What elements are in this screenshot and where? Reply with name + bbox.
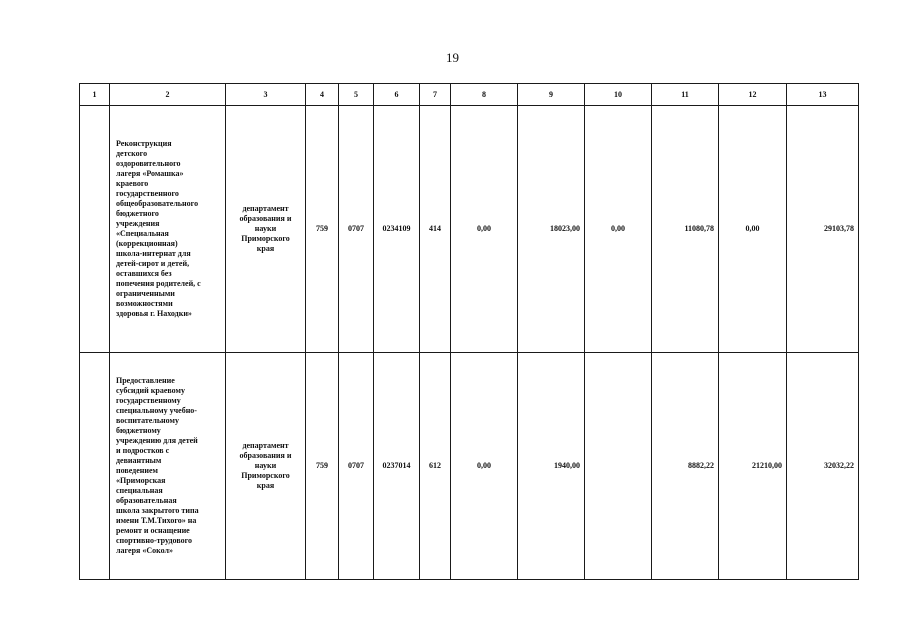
header-cell-9: 9 (518, 84, 585, 106)
code-cell-7: 612 (420, 353, 451, 580)
header-cell-3: 3 (226, 84, 306, 106)
header-cell-11: 11 (652, 84, 719, 106)
amount-cell-10: 0,00 (585, 106, 652, 353)
amount-cell-12: 21210,00 (719, 353, 787, 580)
header-cell-10: 10 (585, 84, 652, 106)
header-cell-6: 6 (374, 84, 420, 106)
amount-cell-8: 0,00 (451, 106, 518, 353)
table-row (80, 106, 859, 353)
header-cell-13: 13 (787, 84, 859, 106)
amount-cell-10 (585, 353, 652, 580)
row-index-cell (80, 106, 110, 353)
recipient-cell: департамент образования и науки Приморского края (226, 106, 306, 353)
row-index-cell (80, 353, 110, 580)
amount-cell-9: 18023,00 (518, 106, 585, 353)
recipient-cell: департамент образования и науки Приморского края (226, 353, 306, 580)
code-cell-5: 0707 (339, 106, 374, 353)
header-cell-1: 1 (80, 84, 110, 106)
code-cell-4: 759 (306, 353, 339, 580)
code-cell-4: 759 (306, 106, 339, 353)
header-cell-12: 12 (719, 84, 787, 106)
header-cell-5: 5 (339, 84, 374, 106)
budget-table (79, 83, 859, 580)
project-name-cell: Реконструкция детского оздоровительного лагеря «Ромашка» краевого государственного общеобразовательного бюджетного учреждения «Специальная (коррекционная) школа-интернат для детей-сирот и детей, оставшихся без попечения родителей, с ограниченными возможностями здоровья г. Находки» (110, 106, 226, 353)
amount-cell-11: 11080,78 (652, 106, 719, 353)
amount-cell-8: 0,00 (451, 353, 518, 580)
amount-cell-11: 8882,22 (652, 353, 719, 580)
header-cell-8: 8 (451, 84, 518, 106)
amount-cell-12: 0,00 (719, 106, 787, 353)
amount-cell-9: 1940,00 (518, 353, 585, 580)
total-cell-13: 32032,22 (787, 353, 859, 580)
header-row (80, 84, 859, 106)
header-cell-4: 4 (306, 84, 339, 106)
page-number: 19 (446, 50, 459, 65)
total-cell-13: 29103,78 (787, 106, 859, 353)
project-name-cell: Предоставление субсидий краевому государственному специальному учебно- воспитательному бюджетному учреждению для детей и подростков с девиантным поведением «Приморская специальная образовательная школа закрытого типа имени Т.М.Тихого» на ремонт и оснащение спортивно-трудового лагеря «Сокол» (110, 353, 226, 580)
table-row (80, 353, 859, 580)
header-cell-2: 2 (110, 84, 226, 106)
header-cell-7: 7 (420, 84, 451, 106)
code-cell-5: 0707 (339, 353, 374, 580)
code-cell-6: 0237014 (374, 353, 420, 580)
code-cell-6: 0234109 (374, 106, 420, 353)
code-cell-7: 414 (420, 106, 451, 353)
